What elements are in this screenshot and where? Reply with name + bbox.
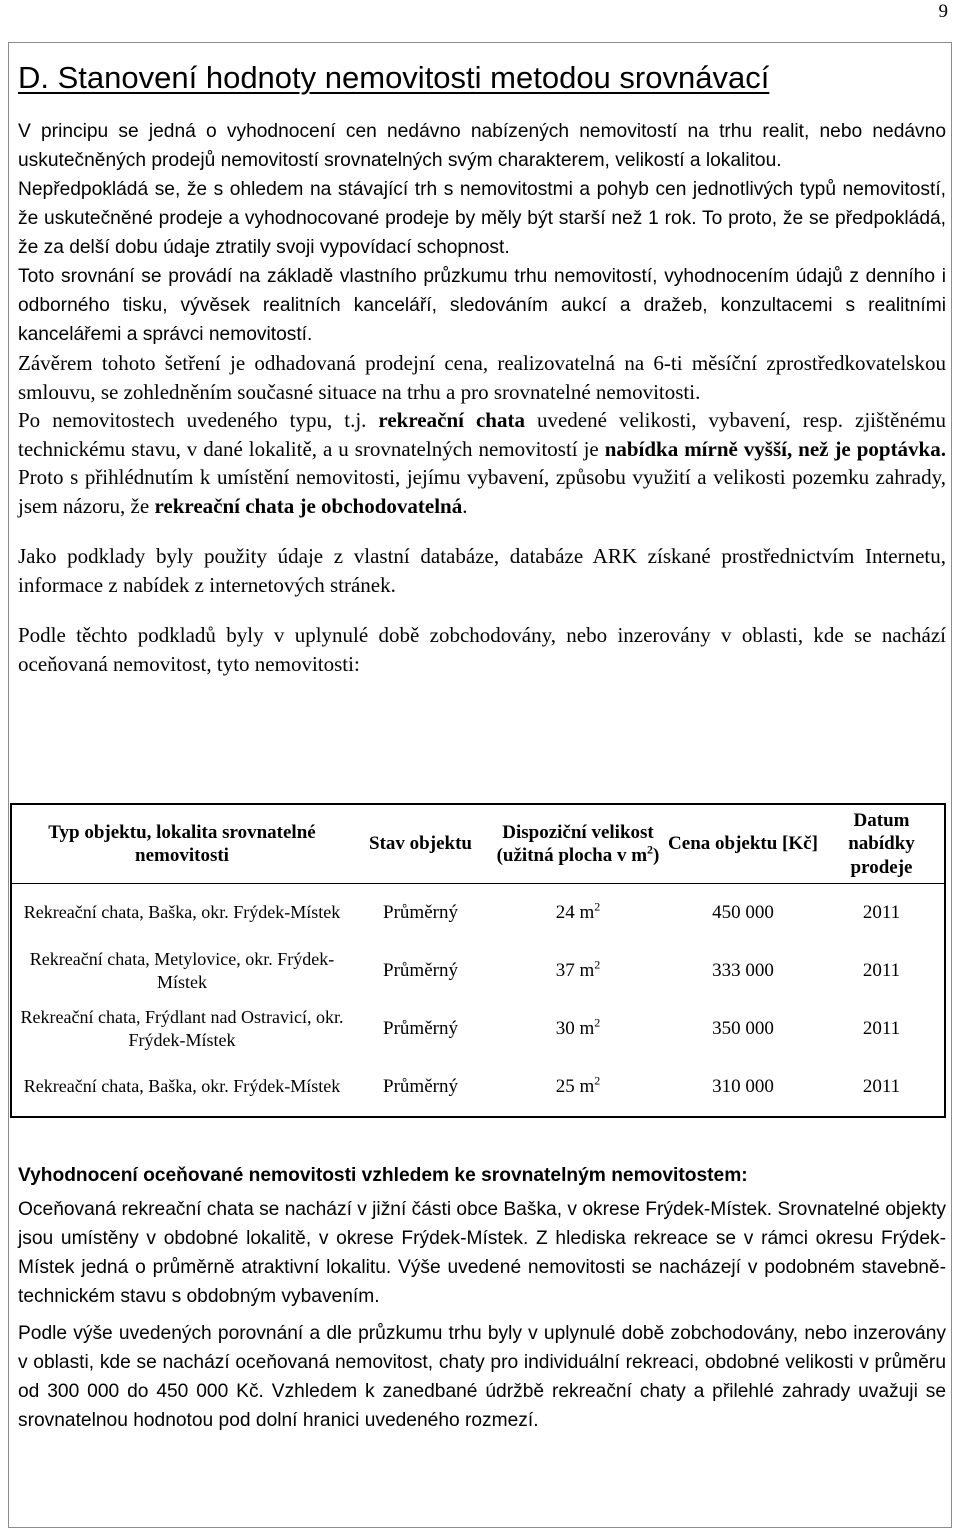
cell-price: 350 000 [712, 1018, 774, 1040]
cell-location: Rekreační chata, Frýdlant nad Ostravicí, okr. Frýdek-Místek [20, 1006, 344, 1050]
area-value: 24 m [555, 902, 595, 924]
comparison-table [10, 803, 946, 1118]
cell-year: 2011 [862, 902, 901, 924]
area-value: 30 m [555, 1018, 595, 1040]
cell-year: 2011 [862, 1018, 901, 1040]
cell-price: 310 000 [712, 1076, 774, 1098]
table-row [11, 942, 945, 1000]
header-size-close: ) [653, 845, 660, 866]
conclusion-paragraph-1: Závěrem tohoto šetření je odhadovaná prodejní cena, realizovatelná na 6-ti měsíční zprostředkovatelskou smlouvu, se zohledněním současné situace na trhu a pro srovnatelné nemovitosti. [18, 351, 946, 404]
table-row [11, 1058, 945, 1117]
conclusion-text: uvedené velikosti, vybavení, resp. zjištěnému technickému stavu, v dané lokalitě, a u srovnatelných nemovitostí je [18, 408, 946, 461]
conclusion-text: Proto s přihlédnutím k umístění nemovitosti, jejímu vybavení, způsobu využití a velikosti pozemku zahrady, jsem názoru, že [18, 465, 946, 518]
conclusion-emphasis: nabídka mírně vyšší, než je poptávka. [604, 436, 946, 461]
area-value: 25 m [555, 1076, 595, 1098]
offers-intro-paragraph: Podle těchto podkladů byly v uplynulé době zobchodovány, nebo inzerovány v oblasti, kde se nachází oceňovaná nemovitost, tyto nemovitosti: [18, 623, 946, 676]
evaluation-title: Vyhodnocení oceňované nemovitosti vzhledem ke srovnatelným nemovitostem: [18, 1165, 748, 1186]
area-unit-sup: 2 [594, 899, 601, 914]
conclusion-text: Po nemovitostech uvedeného typu, t.j. [18, 408, 379, 432]
cell-state: Průměrný [383, 960, 458, 982]
evaluation-section [18, 1161, 946, 1435]
section-content [18, 56, 946, 678]
area-unit-sup: 2 [594, 1015, 601, 1030]
cell-location: Rekreační chata, Baška, okr. Frýdek-Místek [23, 902, 341, 923]
cell-state: Průměrný [383, 902, 458, 924]
cell-area [489, 884, 667, 943]
cell-area [489, 1000, 667, 1058]
header-date: Datum nabídky prodeje [819, 804, 945, 884]
evaluation-paragraph-2: Podle výše uvedených porovnání a dle průzkumu trhu byly v uplynulé době zobchodovány, nebo inzerovány v oblasti, kde se nachází oceňovaná nemovitost, chaty pro individuální rekreaci, obdobné velikosti v průměru od 300 000 do 450 000 Kč. Vzhledem k zanedbané údržbě rekreační chaty a přilehlé zahrady uvažuji se srovnatelnou hodnotou pod dolní hranici uvedeného rozmezí. [18, 1323, 946, 1431]
page-number: 9 [938, 1, 948, 22]
section-heading: D. Stanovení hodnoty nemovitosti metodou srovnávací [18, 60, 770, 95]
intro-paragraph-3: Toto srovnání se provádí na základě vlastního průzkumu trhu nemovitostí, vyhodnocením údajů z denního i odborného tisku, vývěsek realitních kanceláří, sledováním aukcí a dražeb, konzultacemi s realitními kancelářemi a správci nemovitostí. [18, 266, 946, 345]
cell-price: 333 000 [712, 960, 774, 982]
conclusion-text: . [462, 493, 468, 518]
cell-location: Rekreační chata, Metylovice, okr. Frýdek-Místek [29, 948, 335, 992]
header-price: Cena objektu [Kč] [667, 804, 819, 884]
conclusion-emphasis: rekreační chata [378, 408, 525, 432]
area-unit-sup: 2 [594, 1073, 601, 1088]
cell-year: 2011 [862, 1076, 901, 1098]
cell-year: 2011 [862, 960, 901, 982]
evaluation-paragraph-1: Oceňovaná rekreační chata se nachází v jižní části obce Baška, v okrese Frýdek-Místek. Srovnatelné objekty jsou umístěny v obdobné lokalitě, v okrese Frýdek-Místek. Z hlediska rekreace se v rámci okresu Frýdek-Místek jedná o průměrně atraktivní lokalitu. Výše uvedené nemovitosti se nacházejí v podobném stavebně-technickém stavu s obdobným vybavením. [18, 1199, 946, 1307]
intro-paragraph-1: V principu se jedná o vyhodnocení cen nedávno nabízených nemovitostí na trhu realit, nebo nedávno uskutečněných prodejů nemovitostí srovnatelných svým charakterem, velikostí a lokalitou. [18, 121, 946, 171]
intro-paragraph-2: Nepředpokládá se, že s ohledem na stávající trh s nemovitostmi a pohyb cen jednotlivých typů nemovitostí, že uskutečněné prodeje a vyhodnocované prodeje by měly být starší než 1 rok. To proto, že se předpokládá, že za delší dobu údaje ztratily svoji vypovídací schopnost. [18, 179, 946, 258]
conclusion-paragraph-2 [18, 406, 946, 520]
header-size-text: Dispoziční velikost (užitná plocha v m [496, 821, 654, 866]
sources-paragraph: Jako podklady byly použity údaje z vlastní databáze, databáze ARK získané prostřednictvím Internetu, informace z nabídek z internetových stránek. [18, 544, 946, 597]
cell-price: 450 000 [712, 902, 774, 924]
table-row [11, 1000, 945, 1058]
cell-area [489, 1058, 667, 1117]
table-row [11, 884, 945, 943]
header-type: Typ objektu, lokalita srovnatelné nemovitosti [11, 804, 352, 884]
area-value: 37 m [555, 960, 595, 982]
area-unit-sup: 2 [594, 957, 601, 972]
conclusion-emphasis: rekreační chata je obchodovatelná [154, 493, 463, 518]
header-size-sup: 2 [647, 842, 654, 857]
header-state: Stav objektu [352, 804, 489, 884]
header-size [489, 804, 667, 884]
cell-state: Průměrný [383, 1018, 458, 1040]
cell-location: Rekreační chata, Baška, okr. Frýdek-Místek [23, 1076, 341, 1097]
cell-state: Průměrný [383, 1076, 458, 1098]
cell-area [489, 942, 667, 1000]
table-header-row [11, 804, 945, 884]
